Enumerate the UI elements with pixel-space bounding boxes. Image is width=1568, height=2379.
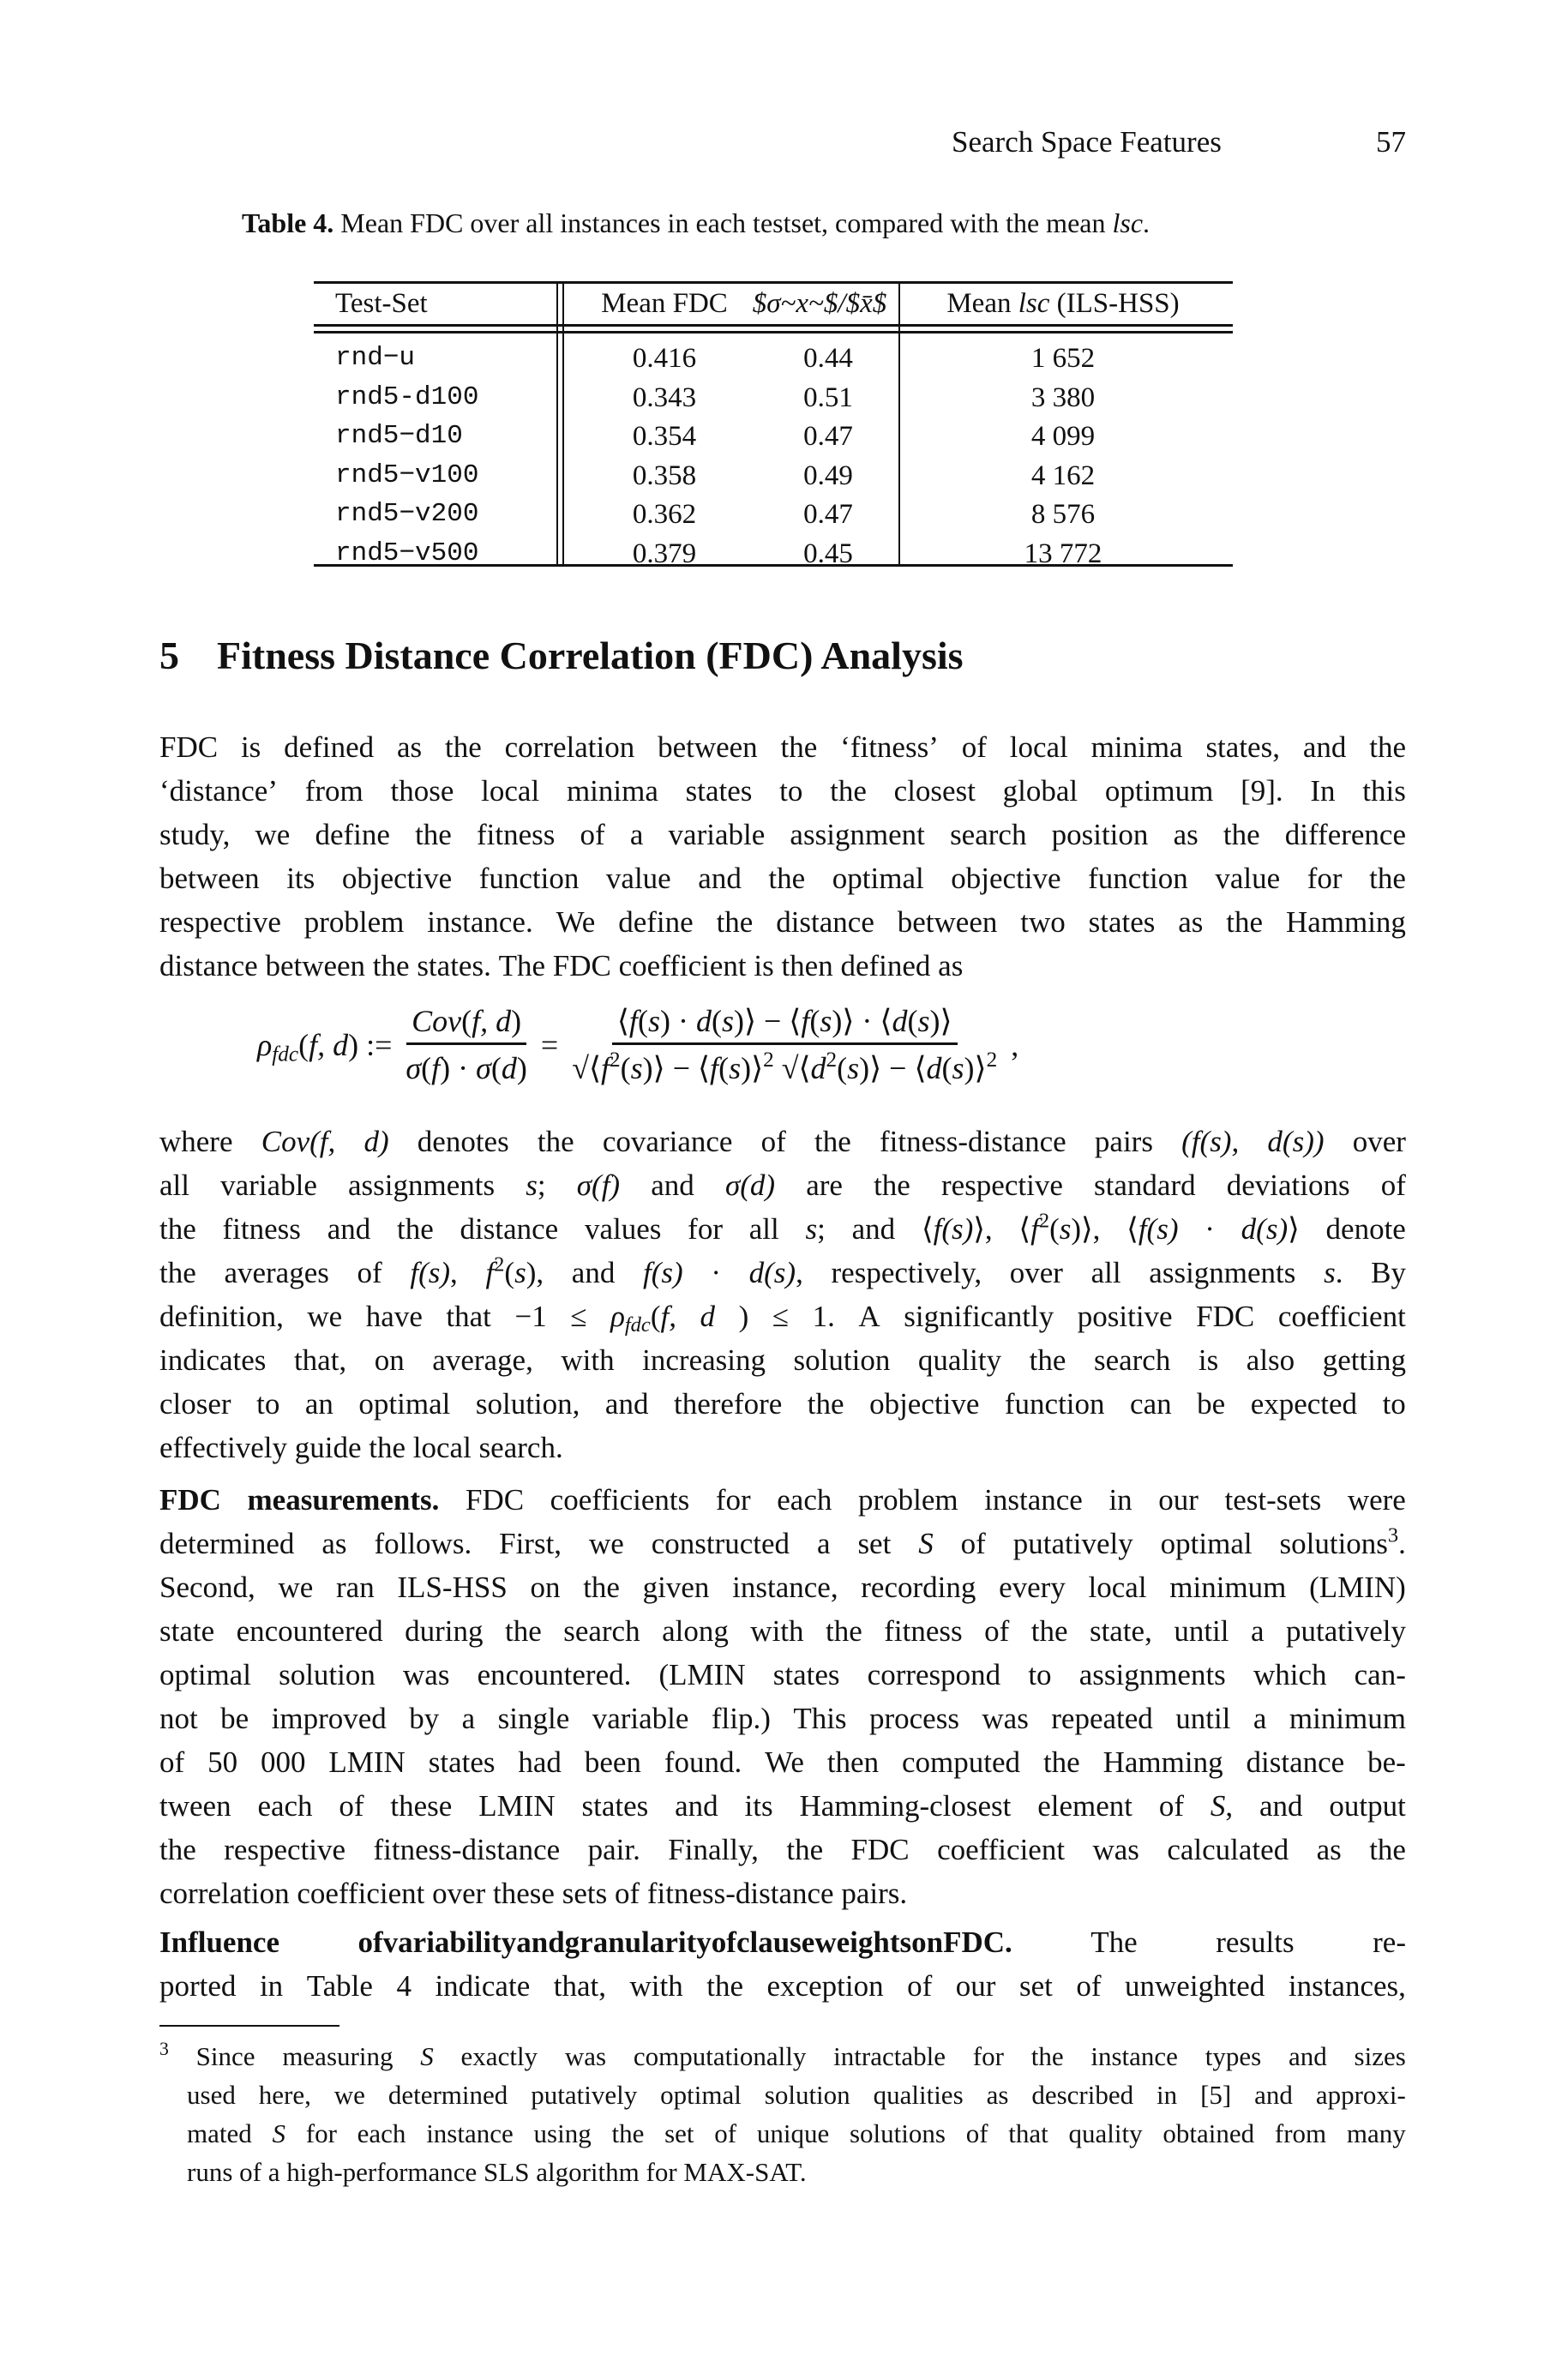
text-line: the averages of f(s), $f^2(s)$, and f(s) · d(s), respectively, over all assignments s. By (159, 1253, 1406, 1289)
footnote-rule (159, 2025, 339, 2027)
table-cell: 0.354 (632, 421, 697, 452)
header-rule (314, 324, 1233, 327)
text-line: where Cov(f, d) denotes the covariance of the fitness-distance pairs (f(s), d(s)) over (159, 1125, 1406, 1158)
table-caption (242, 207, 1150, 239)
text-line: correlation coefficient over these sets of fitness-distance pairs. (159, 1877, 908, 1910)
text-line: distance between the states. The FDC coefficient is then defined as (159, 949, 964, 982)
paragraph-fdc-measurements (159, 1478, 1406, 1915)
column-header: Mean FDC (601, 288, 728, 319)
column-header-sigma-ratio: $σ~x~$/$x̄$ (752, 288, 887, 319)
paragraph-fdc-definition (159, 725, 1406, 988)
table-cell: 4 099 (1030, 421, 1096, 452)
table-cell: 0.51 (803, 381, 853, 413)
text-line: respective problem instance. We define the distance between two states as the Hamming (159, 905, 1406, 939)
text-line: closer to an optimal solution, and therefore the objective function can be expected to (159, 1387, 1406, 1421)
text-line: the fitness and the distance values for all s; and ⟨f(s)⟩, $⟨f^2(s)⟩$, ⟨f(s) · d(s)⟩ denote (159, 1209, 1406, 1246)
row-label: rnd5−v200 (335, 499, 479, 529)
row-label: rnd5−v100 (335, 460, 479, 490)
text-line: ‘distance’ from those local minima states to the closest global optimum [9]. In this (159, 774, 1406, 808)
table-cell: 8 576 (1030, 499, 1096, 530)
equation-lhs: $\rho_{fdc}(f$, d) := (257, 1027, 393, 1066)
text-line: optimal solution was encountered. (LMIN states correspond to assignments which can- (159, 1658, 1406, 1691)
text-line: ported in Table 4 indicate that, with the exception of our set of unweighted instances, (159, 1969, 1406, 2003)
table-cell: 0.44 (803, 343, 853, 374)
equation-fraction-1 (400, 1003, 532, 1086)
fraction-1-denominator: σ(f) · σ(d) (406, 1051, 527, 1085)
table-cell: 0.343 (632, 381, 697, 413)
page-number: 57 (1376, 125, 1406, 159)
table-cell: 0.45 (803, 538, 853, 569)
text-line: study, we define the fitness of a variable assignment search position as the difference (159, 818, 1406, 851)
section-number: 5 (159, 634, 179, 677)
header-rule-2 (314, 331, 1233, 333)
fraction-2-denominator: $√⟨f^2(s)⟩$ − ⟨f(s)⟩$^2$ $√⟨d^2(s)⟩$ − ⟨d(s)⟩$^2$ (572, 1048, 998, 1085)
text-line: definition, we have that −1 ≤ $\rho_{fdc}(f$, d ) ≤ 1. A significantly positive FDC coefficient (159, 1300, 1406, 1337)
section-title: Fitness Distance Correlation (FDC) Analysis (217, 634, 964, 677)
text-line: state encountered during the search along with the fitness of the state, until a putatively (159, 1614, 1406, 1648)
running-head-title: Search Space Features (952, 125, 1222, 159)
text-line: the respective fitness-distance pair. Finally, the FDC coefficient was calculated as the (159, 1833, 1406, 1866)
row-label: rnd5−d10 (335, 421, 463, 451)
row-label: rnd5-d100 (335, 381, 479, 412)
results-table (314, 281, 1233, 573)
text-line: of 50 000 LMIN states had been found. We then computed the Hamming distance be- (159, 1745, 1406, 1779)
column-header: Mean lsc (ILS-HSS) (946, 288, 1180, 319)
text-line: Second, we ran ILS-HSS on the given instance, recording every local minimum (LMIN) (159, 1571, 1406, 1604)
text-line: Influence ofvariabilityandgranularityofclauseweightsonFDC. The results re- (159, 1925, 1406, 1959)
column-divider (556, 281, 558, 567)
table-cell: 0.362 (632, 499, 697, 530)
table-cell: 0.358 (632, 460, 697, 491)
section-heading (159, 633, 964, 678)
text-line: tween each of these LMIN states and its Hamming-closest element of S, and output (159, 1789, 1406, 1823)
column-divider (562, 281, 564, 567)
fraction-2-numerator: ⟨f(s) · d(s)⟩ − ⟨f(s)⟩ · ⟨d(s)⟩ (612, 1003, 958, 1045)
text-line: determined as follows. First, we constructed a set S of putatively optimal solutions$^3$. (159, 1523, 1406, 1560)
row-label: rnd−u (335, 343, 416, 373)
fraction-1-numerator: Cov(f, d) (406, 1003, 526, 1045)
fdc-equation (257, 1003, 1372, 1086)
text-line: mated S for each instance using the set of unique solutions of that quality obtained from many (187, 2118, 1406, 2148)
text-line: runs of a high-performance SLS algorithm for MAX-SAT. (187, 2157, 807, 2187)
table-cell: 1 652 (1030, 343, 1096, 374)
running-head (952, 125, 1406, 159)
column-header: Test-Set (335, 288, 428, 319)
paragraph-influence (159, 1920, 1406, 2008)
text-line: $^3$ Since measuring S exactly was computationally intractable for the instance types and sizes (159, 2039, 1406, 2071)
paragraph-fdc-explanation (159, 1120, 1406, 1469)
text-line: used here, we determined putatively optimal solution qualities as described in [5] and approxi- (187, 2080, 1406, 2110)
text-line: not be improved by a single variable flip.) This process was repeated until a minimum (159, 1702, 1406, 1735)
equation-equals: = (540, 1027, 559, 1062)
text-line: FDC is defined as the correlation between the ‘fitness’ of local minima states, and the (159, 730, 1406, 764)
footnote (159, 2037, 1406, 2191)
text-line: effectively guide the local search. (159, 1431, 563, 1464)
table-cell: 0.47 (803, 499, 853, 530)
text-line: all variable assignments s; σ(f) and σ(d) are the respective standard deviations of (159, 1168, 1406, 1202)
table-cell: 0.416 (632, 343, 697, 374)
table-cell: 13 772 (1024, 538, 1102, 569)
table-top-rule (314, 281, 1233, 284)
equation-comma: , (1011, 1027, 1019, 1062)
column-divider (898, 281, 900, 567)
table-caption-text: Mean FDC over all instances in each testset, compared with the mean lsc. (340, 207, 1150, 238)
table-cell: 4 162 (1030, 460, 1096, 491)
row-label: rnd5−v500 (335, 538, 479, 568)
table-cell: 3 380 (1030, 381, 1096, 413)
table-cell: 0.379 (632, 538, 697, 569)
equation-fraction-2 (567, 1003, 1002, 1086)
table-cell: 0.47 (803, 421, 853, 452)
table-caption-label: Table 4. (242, 207, 334, 238)
table-cell: 0.49 (803, 460, 853, 491)
text-line: FDC measurements. FDC coefficients for each problem instance in our test-sets were (159, 1483, 1406, 1517)
text-line: indicates that, on average, with increasing solution quality the search is also getting (159, 1343, 1406, 1377)
text-line: between its objective function value and the optimal objective function value for the (159, 862, 1406, 895)
